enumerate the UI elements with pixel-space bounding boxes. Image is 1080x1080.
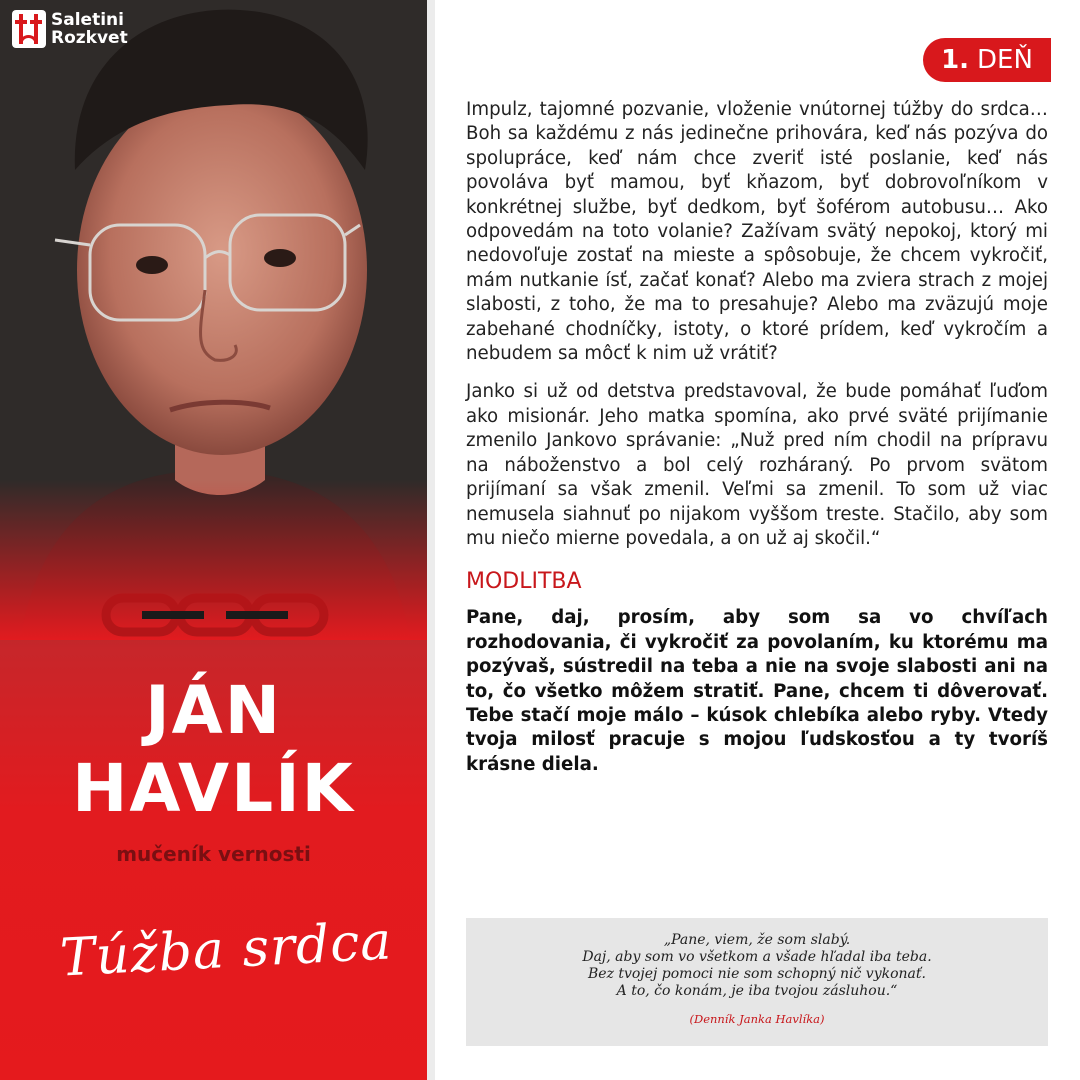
person-last-name: HAVLÍK	[72, 750, 355, 827]
chain-icon	[100, 590, 330, 640]
prayer-text: Pane, daj, prosím, aby som sa vo chvíľach rozhodovania, či vykročiť za povolaním, ku ktorému ma pozývaš, sústredil na teba a nie na svoje slabosti ani na to, čo všetko môžem stratiť. Pane, chcem ti dôverovať. Tebe stačí moje málo – kúsok chlebíka alebo ryby. Vtedy tvoja milosť pracuje s mojou ľudskosťou a ty tvoríš krásne diela.	[466, 607, 1048, 775]
person-subtitle: mučeník vernosti	[116, 842, 311, 866]
day-badge	[923, 38, 1051, 82]
panel-divider	[427, 0, 435, 1080]
paragraph-story: Janko si už od detstva predstavoval, že bude pomáhať ľuďom ako misionár. Jeho matka spomína, ako prvé sväté prijímanie zmenilo Jankovo správanie: „Nuž pred ním chodil na prípravu na náboženstvo a bol celý rozháraný. Po prvom svätom prijímaní sa však zmenil. Veľmi sa zmenil. To som už viac nemusela siahnuť po nijakom vyššom treste. Stačilo, aby som mu niečo mierne povedala, a on už aj skočil.“	[466, 381, 1048, 549]
brand-logo	[12, 10, 128, 48]
quote-line: Daj, aby som vo všetkom a všade hľadal iba teba.	[582, 949, 932, 965]
quote-line: A to, čo konám, je iba tvojou zásluhou.“	[616, 983, 898, 999]
quote-line: „Pane, viem, že som slabý.	[663, 932, 851, 948]
quote-line: Bez tvojej pomoci nie som schopný nič vykonať.	[588, 966, 926, 982]
brand-name-line2: Rozkvet	[51, 28, 128, 48]
paragraph-intro: Impulz, tajomné pozvanie, vloženie vnútornej túžby do srdca… Boh sa každému z nás jedinečne prihovára, keď nás pozýva do spolupráce, keď nám chce zveriť isté poslanie, keď nás povoláva byť mamou, byť kňazom, byť dobrovoľníkom v konkrétnej službe, byť dedkom, byť šoférom autobusu… Ako odpovedám na toto volanie? Zažívam svätý nepokoj, ktorý mi nedovoľuje zostať na mieste a spôsobuje, že chcem vykročiť, mám nutkanie ísť, začať konať? Alebo ma zviera strach z mojej slabosti, z toho, že ma to presahuje? Alebo ma zväzujú moje zabehané chodníčky, istoty, o ktoré prídem, keď vykročím a nebudem sa môcť k nim už vrátiť?	[466, 99, 1048, 365]
quote-source: (Denník Janka Havlíka)	[689, 1012, 825, 1026]
brand-name-line1: Saletini	[51, 10, 124, 30]
series-title: Túžba srdca	[58, 911, 394, 989]
day-number: 1.	[941, 45, 970, 75]
day-label: DEŇ	[977, 45, 1033, 75]
left-panel	[0, 0, 427, 1080]
prayer-heading: MODLITBA	[466, 569, 582, 595]
brand-logo-icon	[12, 10, 46, 48]
main-content	[466, 98, 1048, 777]
portrait-photo	[0, 0, 427, 640]
quote-text	[466, 918, 1048, 1000]
person-first-name: JÁN	[145, 672, 282, 749]
quote-box	[466, 918, 1048, 1046]
